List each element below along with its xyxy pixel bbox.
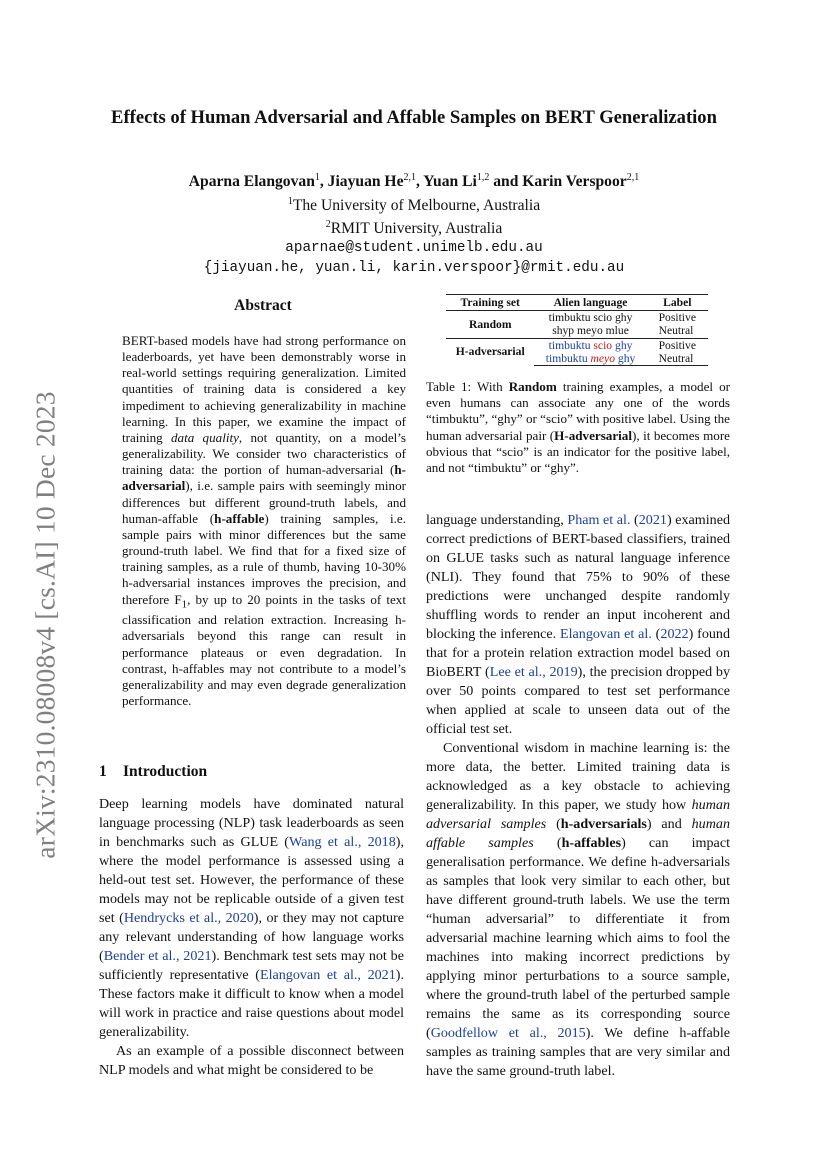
author-affil-marker: 2,1 [626,172,640,183]
word-token: timbuktu [548,338,591,352]
abstract-text: , by up to 20 points in the tasks of text classification and relation extraction. Increasing h-adversarials beyond this range can result in performance plateaus or even degradation. In contrast, h-affables may not contribute to a model’s generalizability and may even degrade generalization performance. [122,591,406,709]
paragraph [99,795,404,1042]
author-affil-marker: 2,1 [403,172,416,183]
table-row [446,338,708,352]
emphasis: human adversarial samples [426,797,730,832]
paragraph [99,1042,404,1080]
body-text: ). Benchmark test sets may not be sufficiently representative ( [99,948,404,983]
word-token: timbuktu [545,351,588,365]
word-token: meyo [590,351,615,365]
alien-language-cell [534,338,646,352]
body-text: can impact generalisation performance. We define h-adversarials as samples that look very similar to each other, but have different ground-truth labels. We use the term “human adversarial” to differentiate it from adversarial machine learning which aims to fool the machines into making incorrect predictions by applying minor perturbations to a source sample, where the ground-truth label of the perturbed sample remains the same as its corresponding source ( [426,835,730,1041]
body-text: examined correct predictions of BERT-based classifiers, trained on GLUE tasks such as natural language inference (NLI). They found that 75% to 90% of these predictions were unchanged despite randomly shuffling words to render an input incoherent and blocking the inference. [426,512,730,642]
term-h-adversarials: h-adversarials [560,816,647,832]
body-text: ), where the model performance is assessed using a held-out test set. However, the performance of these models may not be replicable outside of a given test set ( [99,834,404,926]
introduction-right-column [426,511,730,1081]
table-header: Training set [446,295,534,311]
label-cell: Positive [647,338,708,352]
author-affil-marker: 1 [314,172,320,183]
citation-link[interactable]: Wang et al., 2018 [289,834,396,850]
label-cell: Neutral [647,352,708,366]
word-token: scio [593,338,613,352]
author-name: Jiayuan He [327,173,404,191]
citation-link[interactable]: Hendrycks et al., 2020 [123,910,254,926]
table-row [446,311,708,325]
author-names: Aparna Elangovan$^1$, Jiayuan He$^{2,1}$, Yuan Li$^{1,2}$ and Karin Verspoor$^{2,1}$ [188,172,640,191]
author-name: Karin Verspoor [522,173,627,191]
table-caption [426,379,730,476]
training-set-cell: H-adversarial [446,338,534,365]
abstract-text: , not quantity, on a model’s generalizability. We consider two characteristics of training data: the portion of human-adversarial ( [122,429,406,478]
f1-subscript: 1 [181,598,188,611]
affiliation-marker: 1 [287,195,293,207]
affiliation-text: RMIT University, Australia [330,220,503,238]
paragraph: language understanding, Pham et al. (2021) examined correct predictions of BERT-based classifiers, trained on GLUE tasks such as natural language inference (NLI). They found that 75% to 90% of these predictions were unchanged despite randomly shuffling words to render an input incoherent and blocking the inference. Elangovan et al. (2022) found that for a protein relation extraction model based on BioBERT (Lee et al., 2019), the precision dropped by over 50 points compared to test set performance when applied at scale to unseen data out of the official test set. [426,512,731,737]
citation-link[interactable]: Elangovan et al., 2021 [259,967,396,983]
abstract-emphasis: data quality [171,429,239,445]
label-cell: Neutral [658,324,694,338]
abstract-text: BERT-based models have had strong performance on leaderboards, yet have been demonstrably worse in real-world settings requiring generalization. Limited quantities of training data is considered a key impediment to achieving generalizability in machine learning. In this paper, we examine the impact of training [122,333,406,445]
abstract-term-h-adversarial: h-adversarial [122,462,406,494]
table-header: Label [647,295,708,311]
term-h-affables: h-affables [561,835,622,851]
abstract-term-h-affable: h-affable [214,510,265,526]
training-set-cell: Random [468,317,512,331]
author-conjunction: and [493,173,519,191]
body-text: Conventional wisdom in machine learning is: the more data, the better. Limited training data is acknowledged as a key obstacle to achieving generalizability. In this paper, we study how [426,740,730,813]
alien-language-cell [534,352,646,366]
abstract-text: ) training samples, i.e. sample pairs with minor differences but the same ground-truth label. We find that for a fixed size of training samples, as a rule of thumb, having 10-30% h-adversarial instances improves the precision, and therefore F [122,510,406,607]
body-text: found that for a protein relation extraction model based on BioBERT ( [426,626,731,680]
affiliation-marker: 2 [325,219,331,231]
body-text: ). We define h-affable samples as training samples that are very similar and have the same ground-truth label. [426,1025,730,1079]
author-name: Aparna Elangovan [188,173,315,191]
introduction-left-column [99,795,404,1080]
body-text: Deep learning models have dominated natural language processing (NLP) task leaderboards as seen in benchmarks such as GLUE ( [99,796,404,850]
abstract-heading: Abstract [234,297,292,314]
label-cell: Positive [658,311,696,325]
caption-bold: H-adversarial [554,427,632,443]
citation-year-link[interactable]: 2021 [638,512,667,528]
author-affil-marker: 1,2 [476,172,490,183]
affiliation-1 [110,192,718,216]
citation-link[interactable]: Pham et al. [567,512,631,528]
alien-language-cell: timbuktu scio ghy [548,311,633,325]
citation-link[interactable]: Lee et al., 2019 [489,664,578,680]
caption-text: Table 1: With [426,379,509,394]
body-text: As an example of a possible disconnect between NLP models and what might be considered to be [99,1043,404,1078]
table-header: Alien language [534,295,646,311]
body-text: and [651,816,692,832]
caption-text: ), it becomes more obvious that “scio” is an indicator for the positive label, and not “timbuktu” or “ghy”. [426,427,730,476]
section-heading-introduction [99,763,419,781]
caption-bold: Random [508,379,557,394]
caption-text: training examples, a model or even humans can associate any one of the words “timbuktu”, “ghy” or “scio” with positive label. Using the human adversarial pair ( [426,379,730,443]
body-text: ). These factors make it difficult to know when a model will work in practice and raise questions about model generalizability. [99,967,404,1040]
citation-year-link[interactable]: 2022 [660,626,689,642]
abstract-text: ), i.e. sample pairs with seemingly minor differences but different ground-truth labels, and human-affable ( [122,478,406,526]
arxiv-identifier-stamp [26,370,66,880]
citation-link[interactable]: Elangovan et al. [560,626,652,642]
body-text: language understanding, [426,512,568,528]
emphasis: human affable samples [426,816,730,851]
alien-language-cell: shyp meyo mlue [552,324,629,338]
word-token: ghy [615,338,633,352]
affiliation-text: The University of Melbourne, Australia [292,196,541,214]
author-emails[interactable]: {jiayuan.he, yuan.li, karin.verspoor}@rmit.edu.au [203,259,625,276]
author-name: Yuan Li [423,173,477,191]
body-text: ), the precision dropped by over 50 points compared to test set performance when applied at scale to unseen data out of the official test set. [426,664,730,737]
section-title: Introduction [123,763,208,780]
affiliation-2 [110,215,718,239]
author-block [110,168,718,278]
citation-link[interactable]: Bender et al., 2021 [103,948,212,964]
table-1 [446,294,708,366]
paper-title: Effects of Human Adversarial and Affable Samples on BERT Generalization [111,107,717,128]
arxiv-identifier-text: arXiv:2310.08008v4 [cs.AI] 10 Dec 2023 [30,391,61,859]
section-number: 1 [99,763,107,780]
citation-link[interactable]: Goodfellow et al., 2015 [430,1025,586,1041]
body-text: ), or they may not capture any relevant understanding of how language works ( [99,910,405,964]
abstract-body [122,333,406,709]
word-token: ghy [617,351,636,365]
author-email[interactable]: aparnae@student.unimelb.edu.au [285,240,543,257]
paragraph: Conventional wisdom in machine learning is: the more data, the better. Limited training data is acknowledged as a key obstacle to achieving generalizability. In this paper, we study how human adversarial samples (h-adversarials) and human affable samples (h-affables) can impact generalisation performance. We define h-adversarials as samples that look very similar to each other, but have different ground-truth labels. We use the term “human adversarial” to differentiate it from adversarial machine learning which aims to fool the machines into making incorrect predictions by applying minor perturbations to a source sample, where the ground-truth label of the perturbed sample remains the same as its corresponding source (Goodfellow et al., 2015). We define h-affable samples as training samples that are very similar and have the same ground-truth label. [426,740,730,1079]
